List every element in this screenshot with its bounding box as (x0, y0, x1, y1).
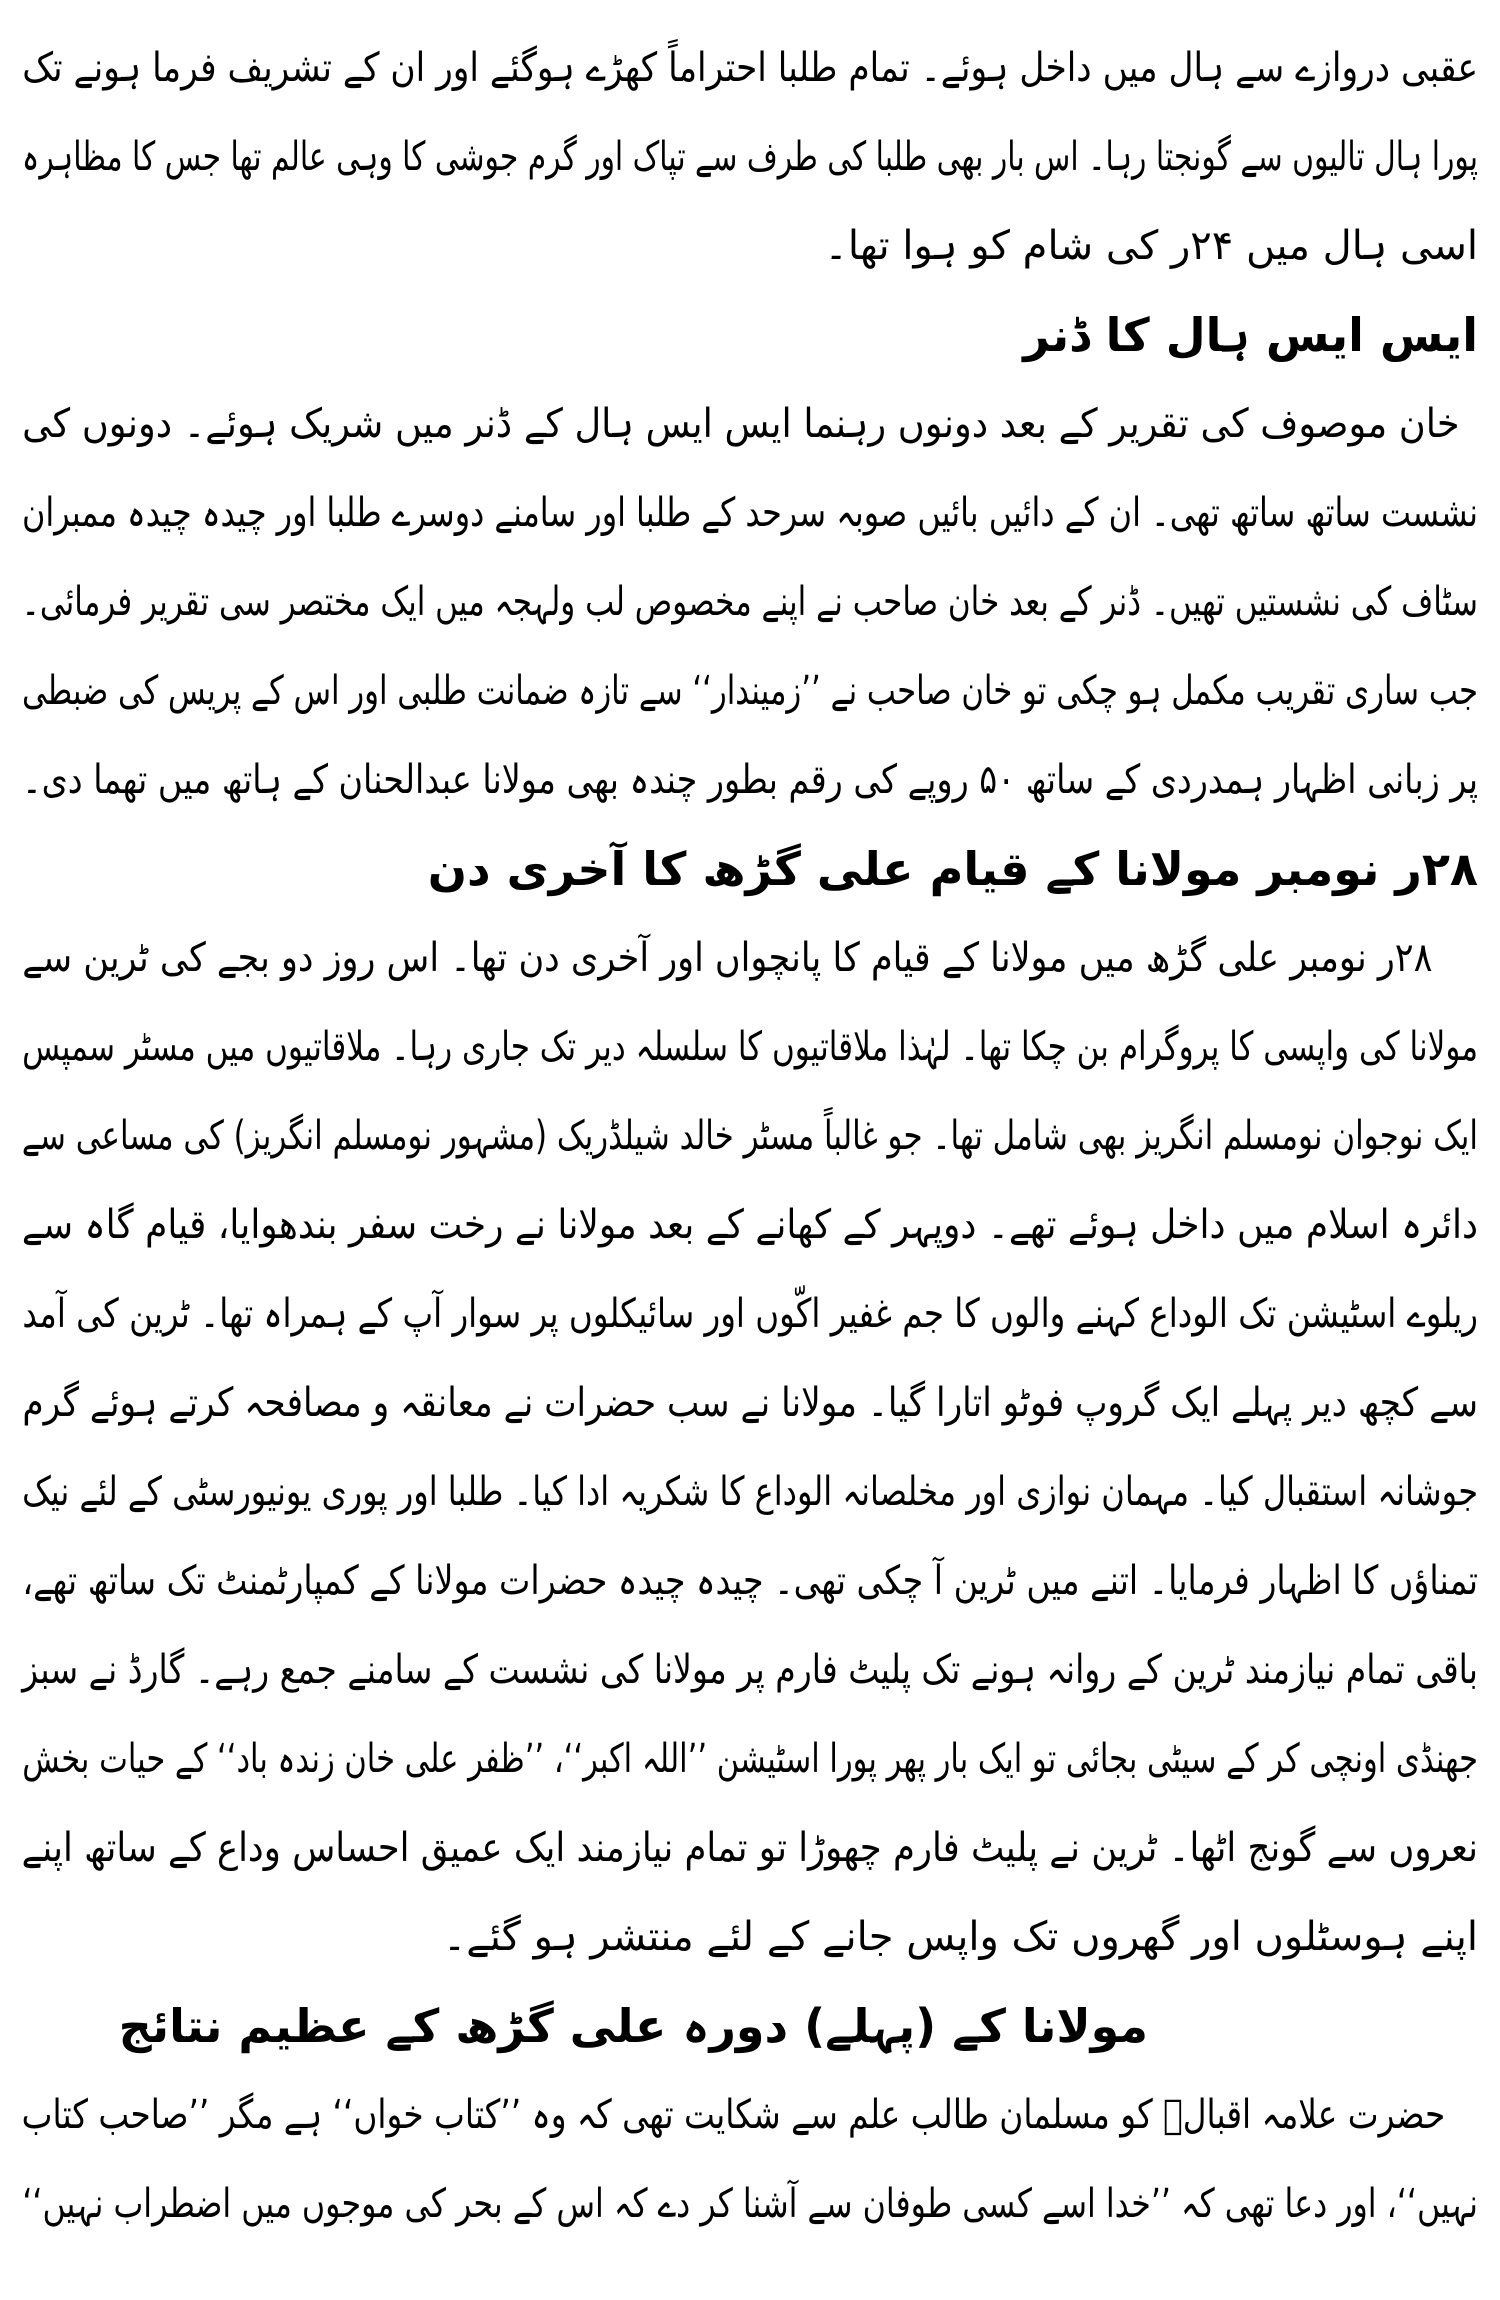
body-text-line: ۲۸ر نومبر علی گڑھ میں مولانا کے قیام کا پانچواں اور آخری دن تھا۔ اس روز دو بجے کی ٹرین سے (22, 935, 1433, 981)
body-text-line: جھنڈی اونچی کر کے سیٹی بجائی تو ایک بار پھر پورا اسٹیشن ’’اللہ اکبر‘‘، ’’ظفر علی خان زندہ باد‘‘ کے حیات بخش (22, 1736, 1479, 1782)
body-text-line: پورا ہال تالیوں سے گونجتا رہا۔ اس بار بھی طلبا کی طرف سے تپاک اور گرم جوشی کا وہی عالم تھا جس کا مظاہرہ (21, 134, 1478, 180)
body-text-line: حضرت علامہ اقبالؒ کو مسلمان طالب علم سے شکایت تھی کہ وہ ’’کتاب خواں‘‘ ہے مگر ’’صاحب کتاب (21, 2092, 1446, 2138)
body-text-line: سے کچھ دیر پہلے ایک گروپ فوٹو اتارا گیا۔ مولانا نے سب حضرات نے معانقہ و مصافحہ کرتے ہوئے گرم (22, 1380, 1478, 1426)
body-text-line: نعروں سے گونج اٹھا۔ ٹرین نے پلیٹ فارم چھوڑا تو تمام نیازمند ایک عمیق احساس وداع کے ساتھ اپنے (21, 1825, 1479, 1871)
body-text-line: جب ساری تقریب مکمل ہو چکی تو خان صاحب نے ’’زمیندار‘‘ سے تازہ ضمانت طلبی اور اس کے پریس کی ضبطی (22, 668, 1478, 714)
section-heading: ۲۸ر نومبر مولانا کے قیام علی گڑھ کا آخری دن (427, 842, 1478, 896)
body-text-line: سٹاف کی نشستیں تھیں۔ ڈنر کے بعد خان صاحب نے اپنے مخصوص لب ولہجہ میں ایک مختصر سی تقریر فرمائی۔ (21, 579, 1478, 625)
body-text-line: اپنے ہوسٹلوں اور گھروں تک واپس جانے کے لئے منتشر ہو گئے۔ (442, 1914, 1478, 1960)
body-text-line: دائرہ اسلام میں داخل ہوئے تھے۔ دوپہر کے کھانے کے بعد مولانا نے رخت سفر بندھوایا، قیام گاہ سے (21, 1202, 1479, 1248)
body-text-line: نشست ساتھ ساتھ تھی۔ ان کے دائیں بائیں صوبہ سرحد کے طلبا اور سامنے دوسرے طلبا اور چیدہ چیدہ ممبران (21, 490, 1479, 536)
section-heading: مولانا کے (پہلے) دورہ علی گڑھ کے عظیم نتائج (118, 1999, 1148, 2053)
body-text-line: ریلوے اسٹیشن تک الوداع کہنے والوں کا جم غفیر اکّوں اور سائیکلوں پر سوار آپ کے ہمراہ تھا۔ ٹرین کی آمد (22, 1291, 1478, 1337)
body-text-line: عقبی دروازے سے ہال میں داخل ہوئے۔ تمام طلبا احتراماً کھڑے ہوگئے اور ان کے تشریف فرما ہونے تک (22, 45, 1479, 91)
body-text-line: جوشانہ استقبال کیا۔ مہمان نوازی اور مخلصانہ الوداع کا شکریہ ادا کیا۔ طلبا اور پوری یونیورسٹی کے لئے نیک (22, 1469, 1478, 1515)
body-text-line: تمناؤں کا اظہار فرمایا۔ اتنے میں ٹرین آ چکی تھی۔ چیدہ چیدہ حضرات مولانا کے کمپارٹمنٹ تک ساتھ تھے، (22, 1558, 1479, 1604)
body-text-line: مولانا کی واپسی کا پروگرام بن چکا تھا۔ لہٰذا ملاقاتیوں کا سلسلہ دیر تک جاری رہا۔ ملاقاتیوں میں مسٹر سمپس (22, 1024, 1478, 1070)
section-heading: ایس ایس ہال کا ڈنر (1023, 308, 1478, 362)
body-text-line: ایک نوجوان نومسلم انگریز بھی شامل تھا۔ جو غالباً مسٹر خالد شیلڈریک (مشہور نومسلم انگریز) کی مساعی سے (21, 1113, 1479, 1159)
body-text-line: اسی ہال میں ۲۴ر کی شام کو ہوا تھا۔ (824, 223, 1478, 269)
body-text-line: پر زبانی اظہار ہمدردی کے ساتھ ۵۰ روپے کی رقم بطور چندہ بھی مولانا عبدالحنان کے ہاتھ میں تھما دی۔ (22, 757, 1478, 803)
body-text-line: باقی تمام نیازمند ٹرین کے روانہ ہونے تک پلیٹ فارم پر مولانا کی نشست کے سامنے جمع رہے۔ گارڈ نے سبز (22, 1647, 1478, 1693)
body-text-line: نہیں‘‘، اور دعا تھی کہ ’’خدا اسے کسی طوفان سے آشنا کر دے کہ اس کے بحر کی موجوں میں اضطراب نہیں‘‘ (22, 2181, 1479, 2227)
body-text-line: خان موصوف کی تقریر کے بعد دونوں رہنما ایس ایس ہال کے ڈنر میں شریک ہوئے۔ دونوں کی (22, 401, 1460, 447)
